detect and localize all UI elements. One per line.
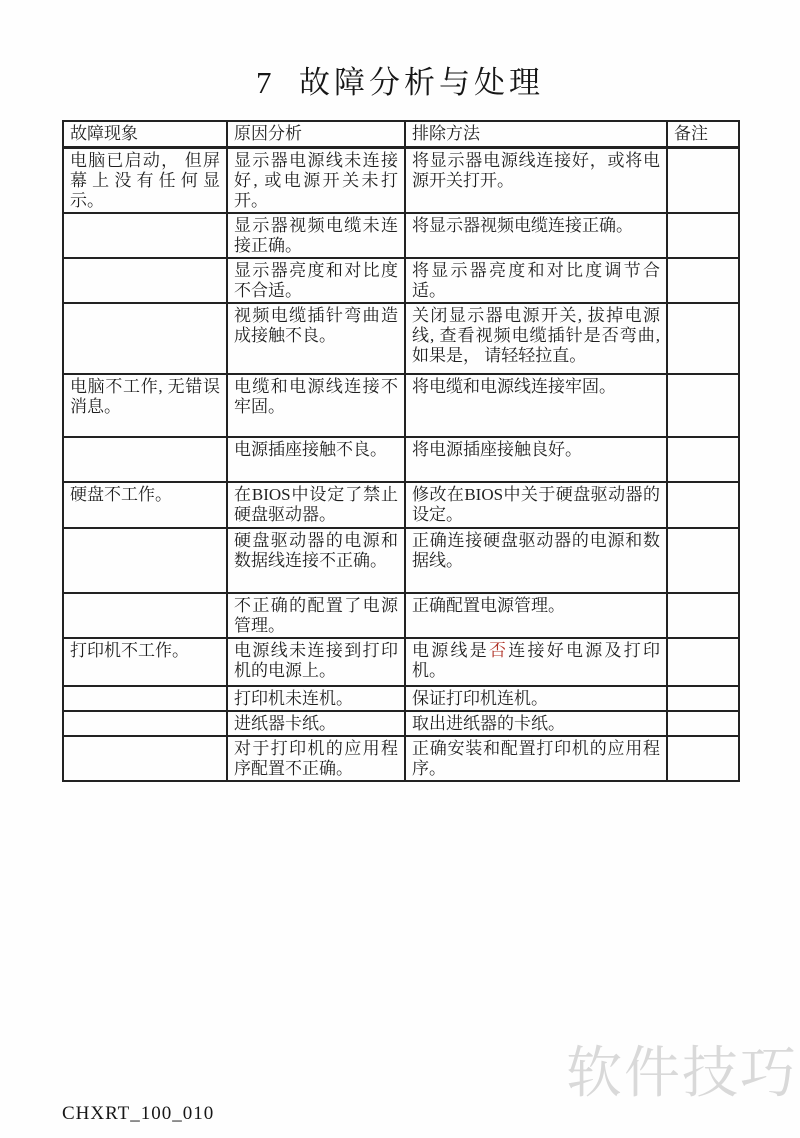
cell-symptom: 硬盘不工作。 — [63, 482, 227, 528]
cell-solution: 正确连接硬盘驱动器的电源和数据线。 — [405, 528, 667, 593]
table-row — [63, 736, 739, 781]
watermark-text: 软件技巧 — [566, 1041, 798, 1104]
cell-symptom: 电脑不工作, 无错误消息。 — [63, 374, 227, 437]
cell-cause: 对于打印机的应用程序配置不正确。 — [227, 736, 405, 781]
cell-solution: 关闭显示器电源开关, 拔掉电源线, 查看视频电缆插针是否弯曲, 如果是， 请轻轻拉直。 — [405, 303, 667, 374]
cell-note — [667, 528, 739, 593]
cell-symptom — [63, 593, 227, 638]
cell-note — [667, 147, 739, 213]
cell-symptom — [63, 258, 227, 303]
table-row — [63, 482, 739, 528]
table-row — [63, 374, 739, 437]
cell-solution: 将电源插座接触良好。 — [405, 437, 667, 482]
cell-symptom — [63, 303, 227, 374]
cell-note — [667, 711, 739, 736]
table-row — [63, 437, 739, 482]
cell-cause: 进纸器卡纸。 — [227, 711, 405, 736]
cell-solution — [405, 638, 667, 686]
page-title: 7 故障分析与处理 — [256, 65, 544, 100]
cell-note — [667, 258, 739, 303]
header-cause: 原因分析 — [227, 121, 405, 147]
cell-note — [667, 736, 739, 781]
cell-note — [667, 303, 739, 374]
fault-analysis-table — [62, 120, 740, 782]
cell-note — [667, 213, 739, 258]
table-row — [63, 638, 739, 686]
cell-cause: 电源插座接触不良。 — [227, 437, 405, 482]
cell-symptom — [63, 686, 227, 711]
cell-note — [667, 482, 739, 528]
header-solution: 排除方法 — [405, 121, 667, 147]
table-row — [63, 303, 739, 374]
cell-solution: 将显示器电源线连接好，或将电源开关打开。 — [405, 147, 667, 213]
table-row — [63, 528, 739, 593]
footer-document-code: CHXRT_100_010 — [62, 1103, 215, 1124]
cell-note — [667, 593, 739, 638]
table-row — [63, 711, 739, 736]
cell-solution: 将显示器视频电缆连接正确。 — [405, 213, 667, 258]
cell-cause: 不正确的配置了电源管理。 — [227, 593, 405, 638]
header-note: 备注 — [667, 121, 739, 147]
solution-text-post: 连接好电源及打印机。 — [412, 640, 660, 680]
cell-cause: 显示器电源线未连接好, 或电源开关未打开。 — [227, 147, 405, 213]
cell-solution: 取出进纸器的卡纸。 — [405, 711, 667, 736]
solution-text-pre: 电源线是 — [412, 640, 489, 660]
cell-symptom — [63, 711, 227, 736]
cell-cause: 显示器亮度和对比度不合适。 — [227, 258, 405, 303]
cell-cause: 电缆和电源线连接不牢固。 — [227, 374, 405, 437]
table-row — [63, 147, 739, 213]
cell-cause: 打印机未连机。 — [227, 686, 405, 711]
solution-text-highlight: 否 — [489, 640, 509, 660]
cell-solution: 修改在BIOS中关于硬盘驱动器的设定。 — [405, 482, 667, 528]
cell-note — [667, 374, 739, 437]
cell-note — [667, 437, 739, 482]
cell-cause: 显示器视频电缆未连接正确。 — [227, 213, 405, 258]
cell-symptom — [63, 528, 227, 593]
cell-cause: 视频电缆插针弯曲造成接触不良。 — [227, 303, 405, 374]
cell-symptom — [63, 213, 227, 258]
table-row — [63, 258, 739, 303]
cell-solution: 保证打印机连机。 — [405, 686, 667, 711]
cell-symptom: 电脑已启动， 但屏幕上没有任何显示。 — [63, 147, 227, 213]
table-row — [63, 593, 739, 638]
cell-symptom: 打印机不工作。 — [63, 638, 227, 686]
cell-symptom — [63, 437, 227, 482]
cell-solution: 将显示器亮度和对比度调节合适。 — [405, 258, 667, 303]
cell-note — [667, 686, 739, 711]
cell-cause: 在BIOS中设定了禁止硬盘驱动器。 — [227, 482, 405, 528]
table-header-row — [63, 121, 739, 147]
cell-cause: 硬盘驱动器的电源和数据线连接不正确。 — [227, 528, 405, 593]
cell-solution: 正确配置电源管理。 — [405, 593, 667, 638]
cell-note — [667, 638, 739, 686]
cell-solution: 正确安装和配置打印机的应用程序。 — [405, 736, 667, 781]
header-symptom: 故障现象 — [63, 121, 227, 147]
table-row — [63, 213, 739, 258]
cell-solution: 将电缆和电源线连接牢固。 — [405, 374, 667, 437]
cell-cause: 电源线未连接到打印机的电源上。 — [227, 638, 405, 686]
cell-symptom — [63, 736, 227, 781]
table-row — [63, 686, 739, 711]
